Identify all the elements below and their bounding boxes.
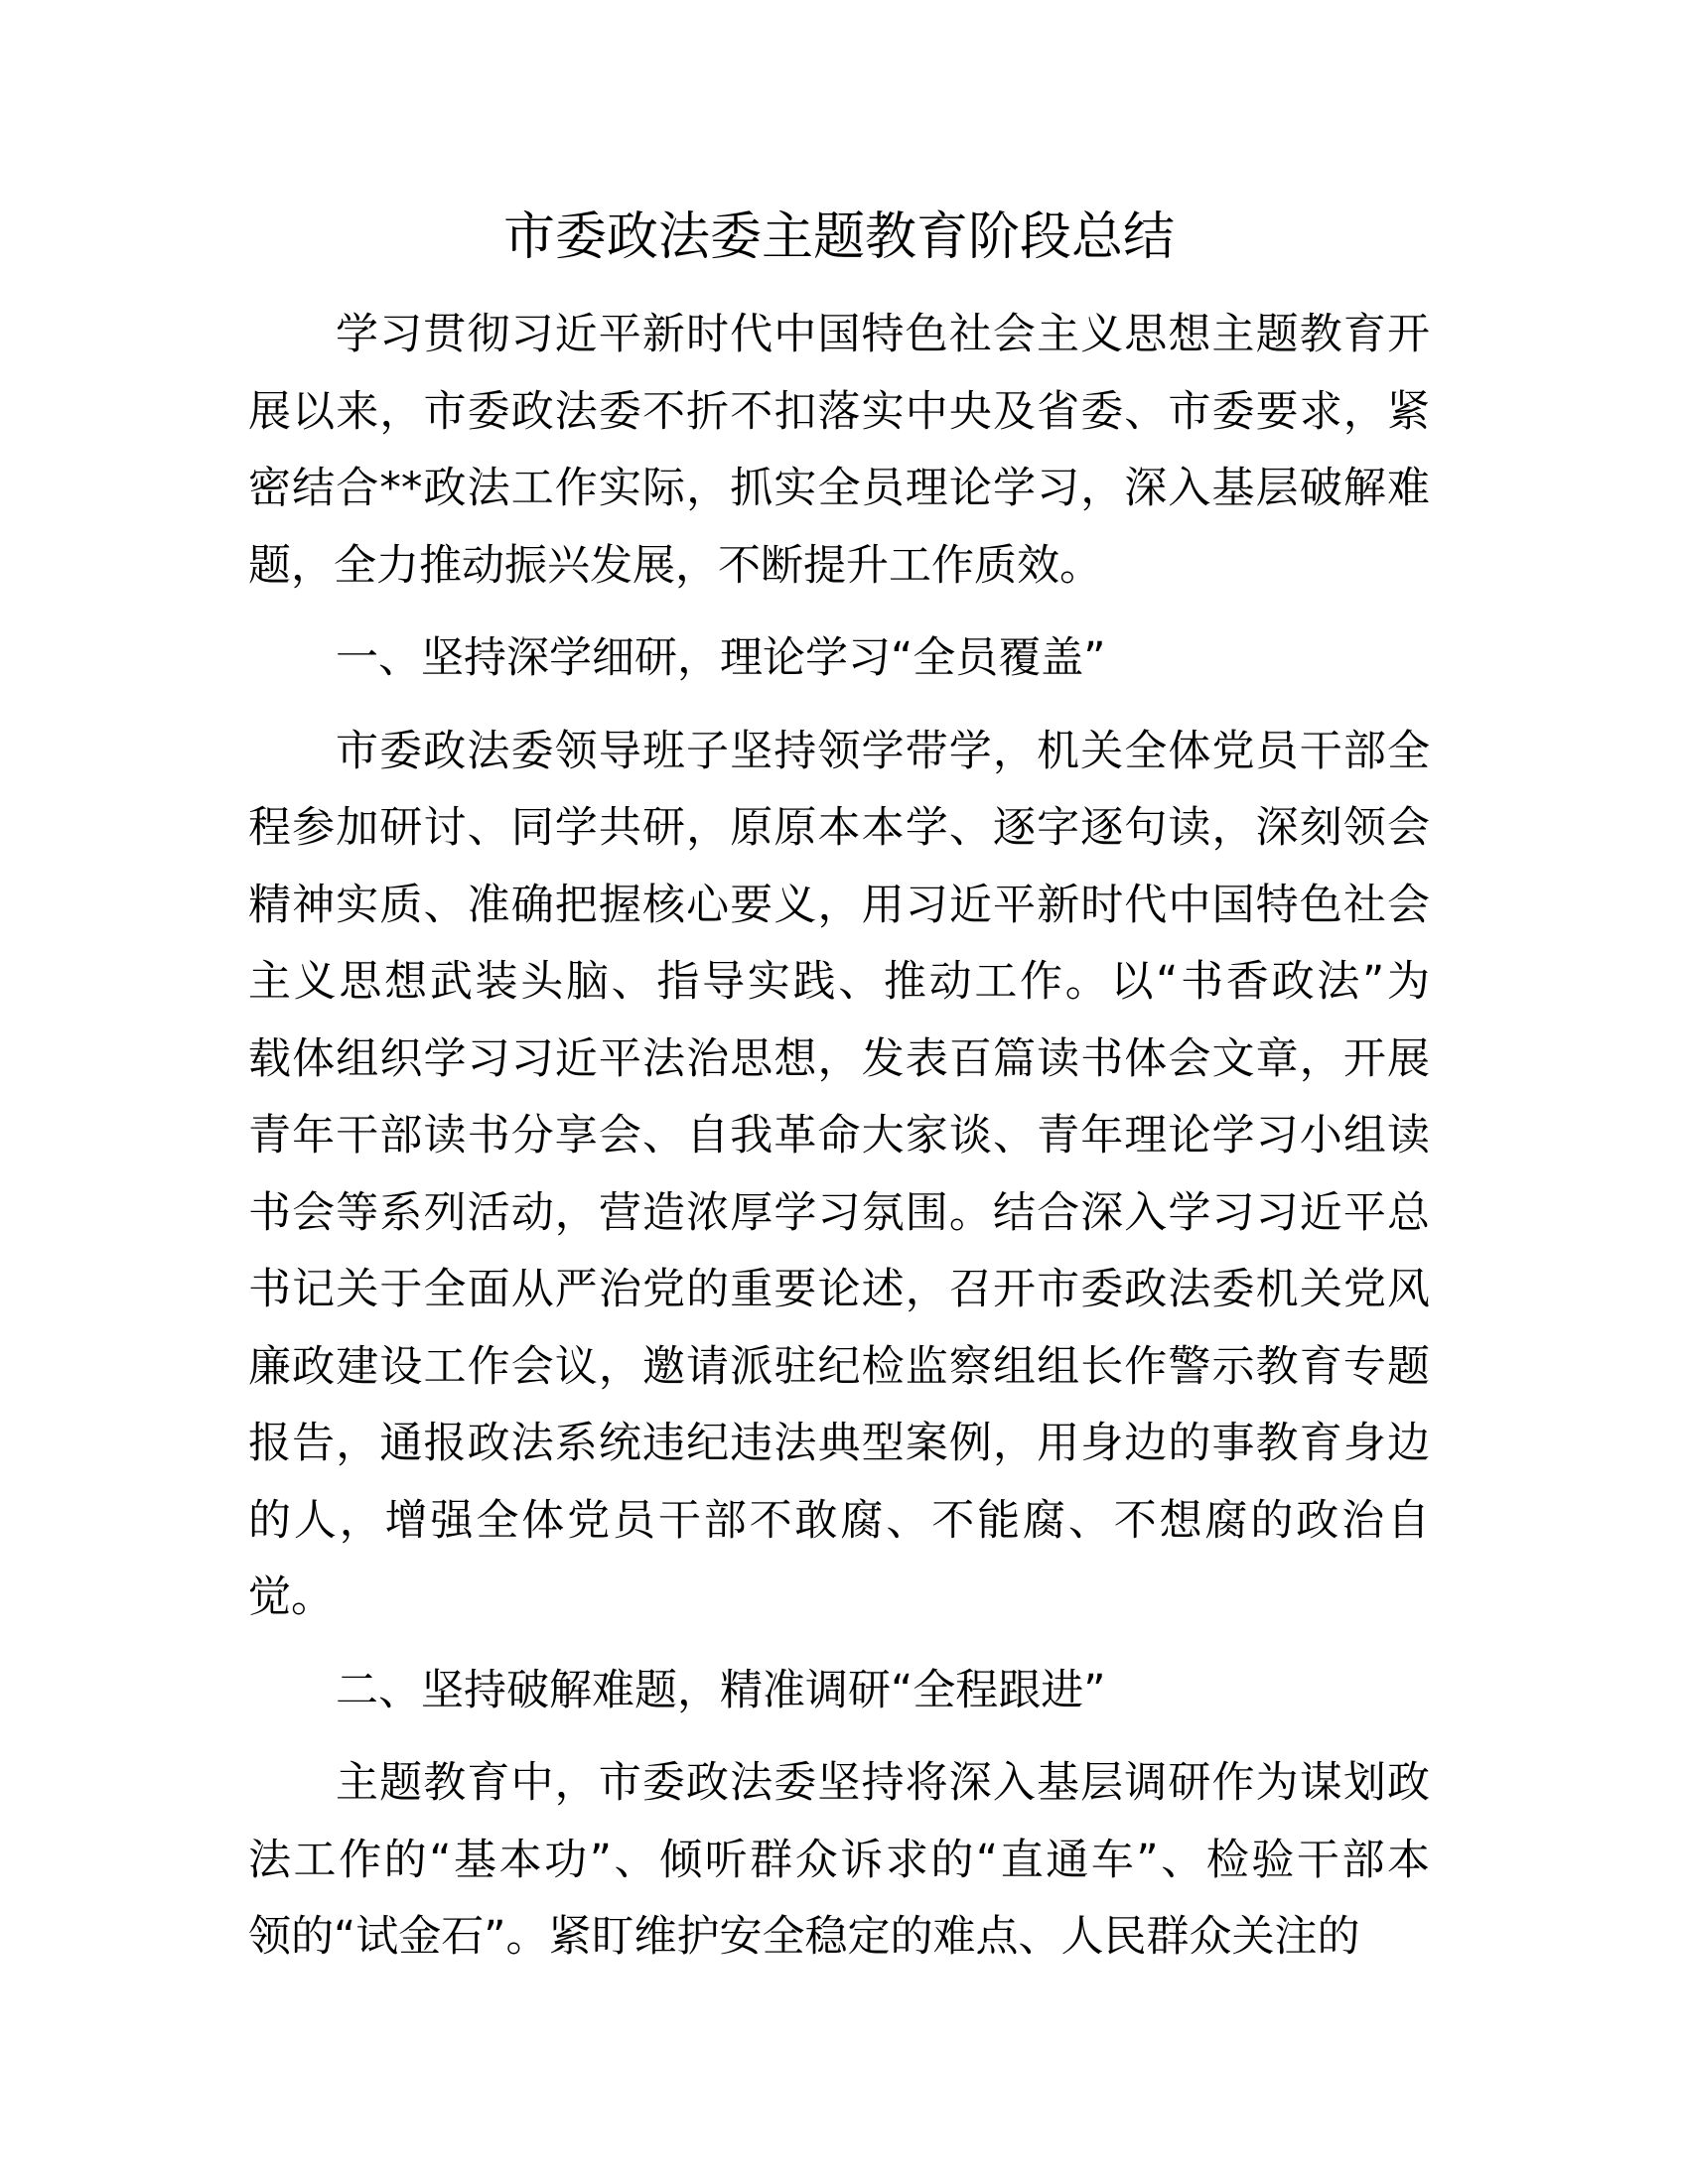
section-heading [248,1653,1430,1730]
document-title: 市委政法委主题教育阶段总结 [502,207,1175,267]
text-line: 题，全力推动振兴发展，不断提升工作质效。 [248,540,1102,591]
text-line: 市委政法委领导班子坚持领学带学，机关全体党员干部全 [336,726,1430,776]
text-line: 领的“试金石”。紧盯维护安全稳定的难点、人民群众关注的 [248,1912,1360,1962]
text-line: 程参加研讨、同学共研，原原本本学、逐字逐句读，深刻领会 [248,803,1430,853]
text-line: 主题教育中，市委政法委坚持将深入基层调研作为谋划政 [336,1758,1430,1808]
text-line: 书会等系列活动，营造浓厚学习氛围。结合深入学习习近平总 [248,1187,1430,1238]
text-line: 青年干部读书分享会、自我革命大家谈、青年理论学习小组读 [248,1111,1430,1160]
document-page [248,198,1430,1992]
section-heading [248,620,1430,698]
text-line: 展以来，市委政法委不折不扣落实中央及省委、市委要求，紧 [248,386,1430,437]
text-line: 主义思想武装头脑、指导实践、推动工作。以“书香政法”为 [248,957,1430,1007]
text-line: 廉政建设工作会议，邀请派驻纪检监察组组长作警示教育专题 [248,1341,1430,1392]
paragraph [248,714,1430,1637]
text-line: 报告，通报政法系统违纪违法典型案例，用身边的事教育身边 [248,1419,1430,1468]
document-body [248,297,1430,1977]
text-line: 法工作的“基本功”、倾听群众诉求的“直通车”、检验干部本 [248,1835,1430,1885]
text-line: 精神实质、准确把握核心要义，用习近平新时代中国特色社会 [248,880,1430,930]
text-line: 书记关于全面从严治党的重要论述，召开市委政法委机关党风 [248,1265,1430,1314]
paragraph [248,1745,1430,1977]
text-line: 学习贯彻习近平新时代中国特色社会主义思想主题教育开 [336,310,1430,359]
text-line: 的人，增强全体党员干部不敢腐、不能腐、不想腐的政治自 [248,1495,1430,1546]
paragraph [248,297,1430,605]
text-line: 觉。 [248,1572,334,1622]
text-line: 密结合**政法工作实际，抓实全员理论学习，深入基层破解难 [248,464,1430,513]
text-line: 载体组织学习习近平法治思想，发表百篇读书体会文章，开展 [248,1033,1430,1084]
text-line: 二、坚持破解难题，精准调研“全程跟进” [336,1665,1106,1715]
text-line: 一、坚持深学细研，理论学习“全员覆盖” [336,633,1106,683]
